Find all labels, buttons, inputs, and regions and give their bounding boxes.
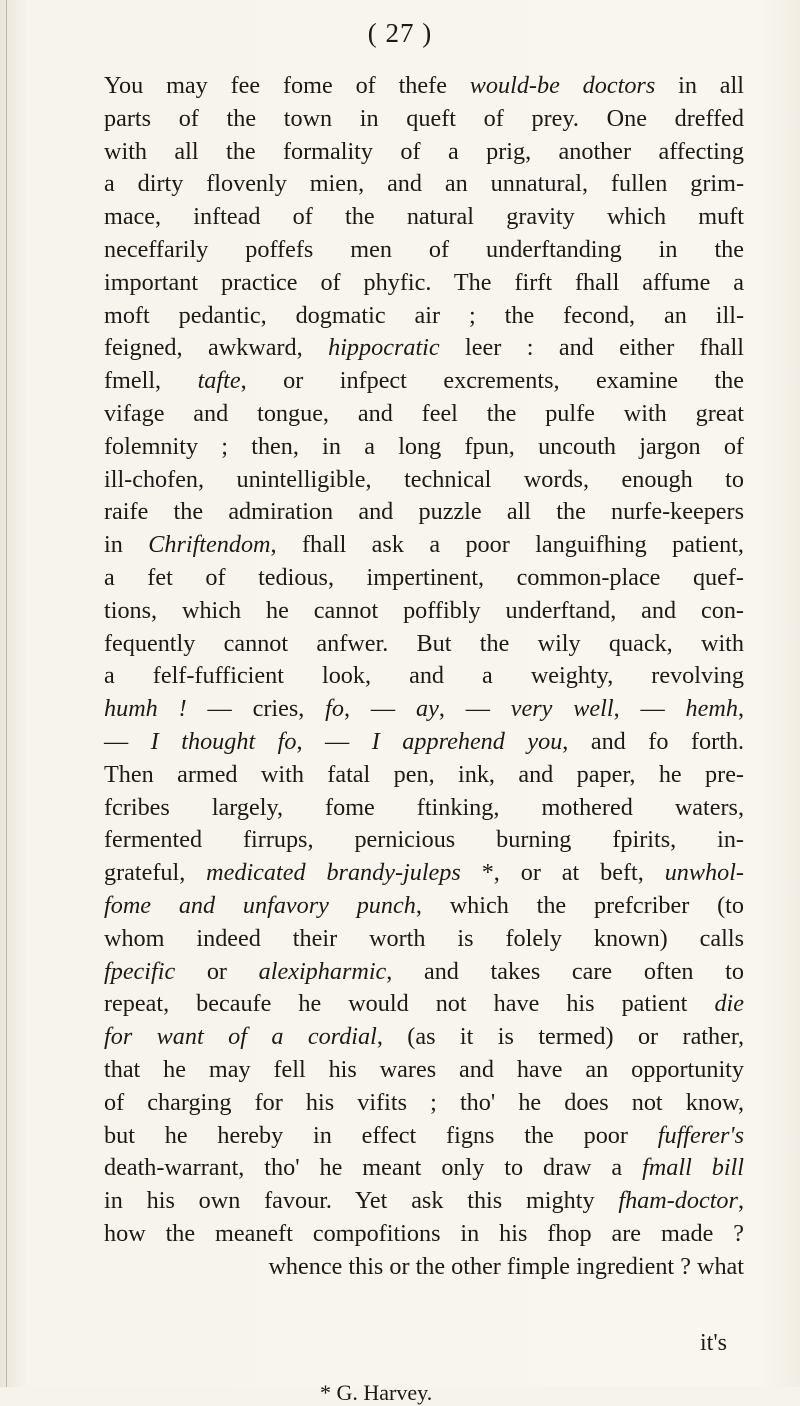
- text-segment: that he may fell his wares and have an opportunity: [104, 1055, 744, 1083]
- text-segment: repeat, becaufe he would not have his patient: [104, 990, 715, 1018]
- text-segment: fmall bill: [642, 1154, 744, 1182]
- text-line: [104, 1218, 744, 1251]
- text-segment: very well: [510, 695, 614, 723]
- text-line: [104, 168, 744, 201]
- text-line: [104, 398, 744, 431]
- text-segment: neceffarily poffefs men of underftanding in the: [104, 235, 744, 263]
- text-segment: hippocratic: [328, 334, 440, 362]
- text-line: [104, 1054, 744, 1087]
- text-segment: for want of a cordial: [104, 1023, 377, 1051]
- text-segment: unwhol-: [664, 859, 744, 887]
- text-segment: grateful,: [104, 859, 207, 887]
- text-line: [104, 1021, 744, 1054]
- text-segment: ill-chofen, unintelligible, technical words, enough to: [104, 465, 744, 493]
- text-segment: die: [714, 990, 744, 1018]
- text-line: [104, 1087, 744, 1120]
- text-line: [104, 595, 744, 628]
- text-segment: feigned, awkward,: [104, 334, 329, 362]
- text-segment: , or infpect excrements, examine the: [240, 367, 744, 395]
- text-segment: fham-doctor: [618, 1187, 738, 1215]
- text-segment: I apprehend you: [371, 727, 563, 755]
- text-segment: fo: [325, 695, 344, 723]
- text-segment: mace, inftead of the natural gravity which muft: [104, 203, 744, 231]
- text-segment: in his own favour. Yet ask this mighty: [104, 1187, 619, 1215]
- text-line: [104, 562, 744, 595]
- text-segment: vifage and tongue, and feel the pulfe with great: [104, 399, 744, 427]
- text-line: [104, 693, 744, 726]
- text-segment: raife the admiration and puzzle all the nurfe-keepers: [104, 498, 744, 526]
- text-segment: , —: [344, 695, 416, 723]
- text-line: [104, 1251, 744, 1284]
- text-segment: I thought fo: [150, 727, 297, 755]
- text-segment: You may fee fome of thefe: [104, 72, 470, 99]
- text-segment: , (as it is termed) or rather,: [376, 1023, 744, 1051]
- text-line: [104, 464, 744, 497]
- text-segment: in: [104, 531, 149, 559]
- text-line: [104, 332, 744, 365]
- text-segment: how the meaneft compofitions in his fhop are made ?: [104, 1219, 744, 1247]
- text-segment: important practice of phyfic. The firft fhall affume a: [104, 268, 744, 296]
- text-line: [104, 201, 744, 234]
- text-segment: whom indeed their worth is folely known) calls: [104, 924, 744, 952]
- text-line: [104, 759, 744, 792]
- text-segment: a dirty flovenly mien, and an unnatural, fullen grim-: [104, 170, 744, 198]
- text-segment: fufferer's: [657, 1121, 744, 1149]
- text-segment: — cries,: [186, 695, 326, 723]
- text-segment: would-be doctors: [469, 72, 656, 99]
- text-line: [104, 726, 744, 759]
- text-line: [104, 1185, 744, 1218]
- text-segment: a felf-fufficient look, and a weighty, revolving: [104, 662, 744, 690]
- text-line: [104, 1152, 744, 1185]
- text-line: [104, 365, 744, 398]
- text-segment: fpecific: [104, 957, 176, 985]
- text-segment: leer : and either fhall: [439, 334, 744, 362]
- text-segment: death-warrant, tho' he meant only to draw a: [104, 1154, 643, 1182]
- text-segment: tions, which he cannot poffibly underftand, and con-: [104, 596, 744, 624]
- text-line: [104, 857, 744, 890]
- text-segment: Then armed with fatal pen, ink, and paper, he pre-: [104, 760, 744, 788]
- text-line: [104, 660, 744, 693]
- text-line: [104, 136, 744, 169]
- catchword: it's: [700, 1330, 727, 1356]
- text-segment: in all: [655, 72, 744, 99]
- text-segment: fequently cannot anfwer. But the wily quack, with: [104, 629, 744, 657]
- text-segment: fermented firrups, pernicious burning fpirits, in-: [104, 826, 744, 854]
- text-segment: tafte: [197, 367, 241, 395]
- text-line: [104, 300, 744, 333]
- text-line: [104, 431, 744, 464]
- page-number: ( 27 ): [367, 18, 433, 48]
- text-line: [104, 103, 744, 136]
- text-segment: parts of the town in queft of prey. One dreffed: [104, 104, 744, 132]
- text-segment: ay: [415, 695, 439, 723]
- text-segment: medicated brandy-juleps: [206, 859, 461, 887]
- text-line: [104, 956, 744, 989]
- text-segment: fcribes largely, fome ftinking, mothered waters,: [104, 793, 744, 821]
- text-line: [104, 988, 744, 1021]
- text-line: [104, 890, 744, 923]
- text-segment: , and fo forth.: [562, 727, 745, 755]
- text-segment: folemnity ; then, in a long fpun, uncouth jargon of: [104, 432, 744, 460]
- text-line: [104, 234, 744, 267]
- text-line: [104, 1120, 744, 1153]
- footnote: * G. Harvey.: [320, 1380, 433, 1405]
- text-segment: , fhall ask a poor languifhing patient,: [270, 531, 744, 559]
- text-segment: , —: [296, 727, 372, 755]
- text-segment: *, or at beft,: [460, 859, 665, 887]
- page-edge-shadow: [6, 0, 7, 1387]
- text-segment: , —: [613, 695, 686, 723]
- text-segment: Chriftendom: [148, 531, 271, 559]
- body-text: [104, 70, 744, 1283]
- text-line: [104, 923, 744, 956]
- text-segment: hemh: [685, 695, 738, 723]
- text-segment: moft pedantic, dogmatic air ; the fecond, an ill-: [104, 301, 744, 329]
- text-segment: but he hereby in effect figns the poor: [104, 1121, 658, 1149]
- text-segment: —: [104, 727, 151, 755]
- text-segment: whence this or the other fimple ingredient ? what: [268, 1252, 744, 1280]
- text-segment: fmell,: [104, 367, 198, 395]
- text-segment: ,: [737, 1187, 744, 1215]
- text-segment: a fet of tedious, impertinent, common-place quef-: [104, 563, 744, 591]
- text-line: [104, 529, 744, 562]
- text-line: [104, 496, 744, 529]
- text-segment: with all the formality of a prig, another affecting: [104, 137, 744, 165]
- text-segment: alexipharmic: [258, 957, 387, 985]
- text-segment: , and takes care often to: [386, 957, 744, 985]
- text-segment: ,: [737, 695, 744, 723]
- text-line: [104, 792, 744, 825]
- text-segment: humh !: [104, 695, 187, 723]
- text-segment: , which the prefcriber (to: [415, 891, 744, 919]
- text-line: [104, 267, 744, 300]
- text-line: [104, 628, 744, 661]
- text-line: [104, 70, 744, 103]
- text-segment: of charging for his vifits ; tho' he does not know,: [104, 1088, 744, 1116]
- text-segment: or: [175, 957, 259, 985]
- text-line: [104, 824, 744, 857]
- text-segment: fome and unfavory punch: [104, 891, 416, 919]
- text-segment: , —: [438, 695, 511, 723]
